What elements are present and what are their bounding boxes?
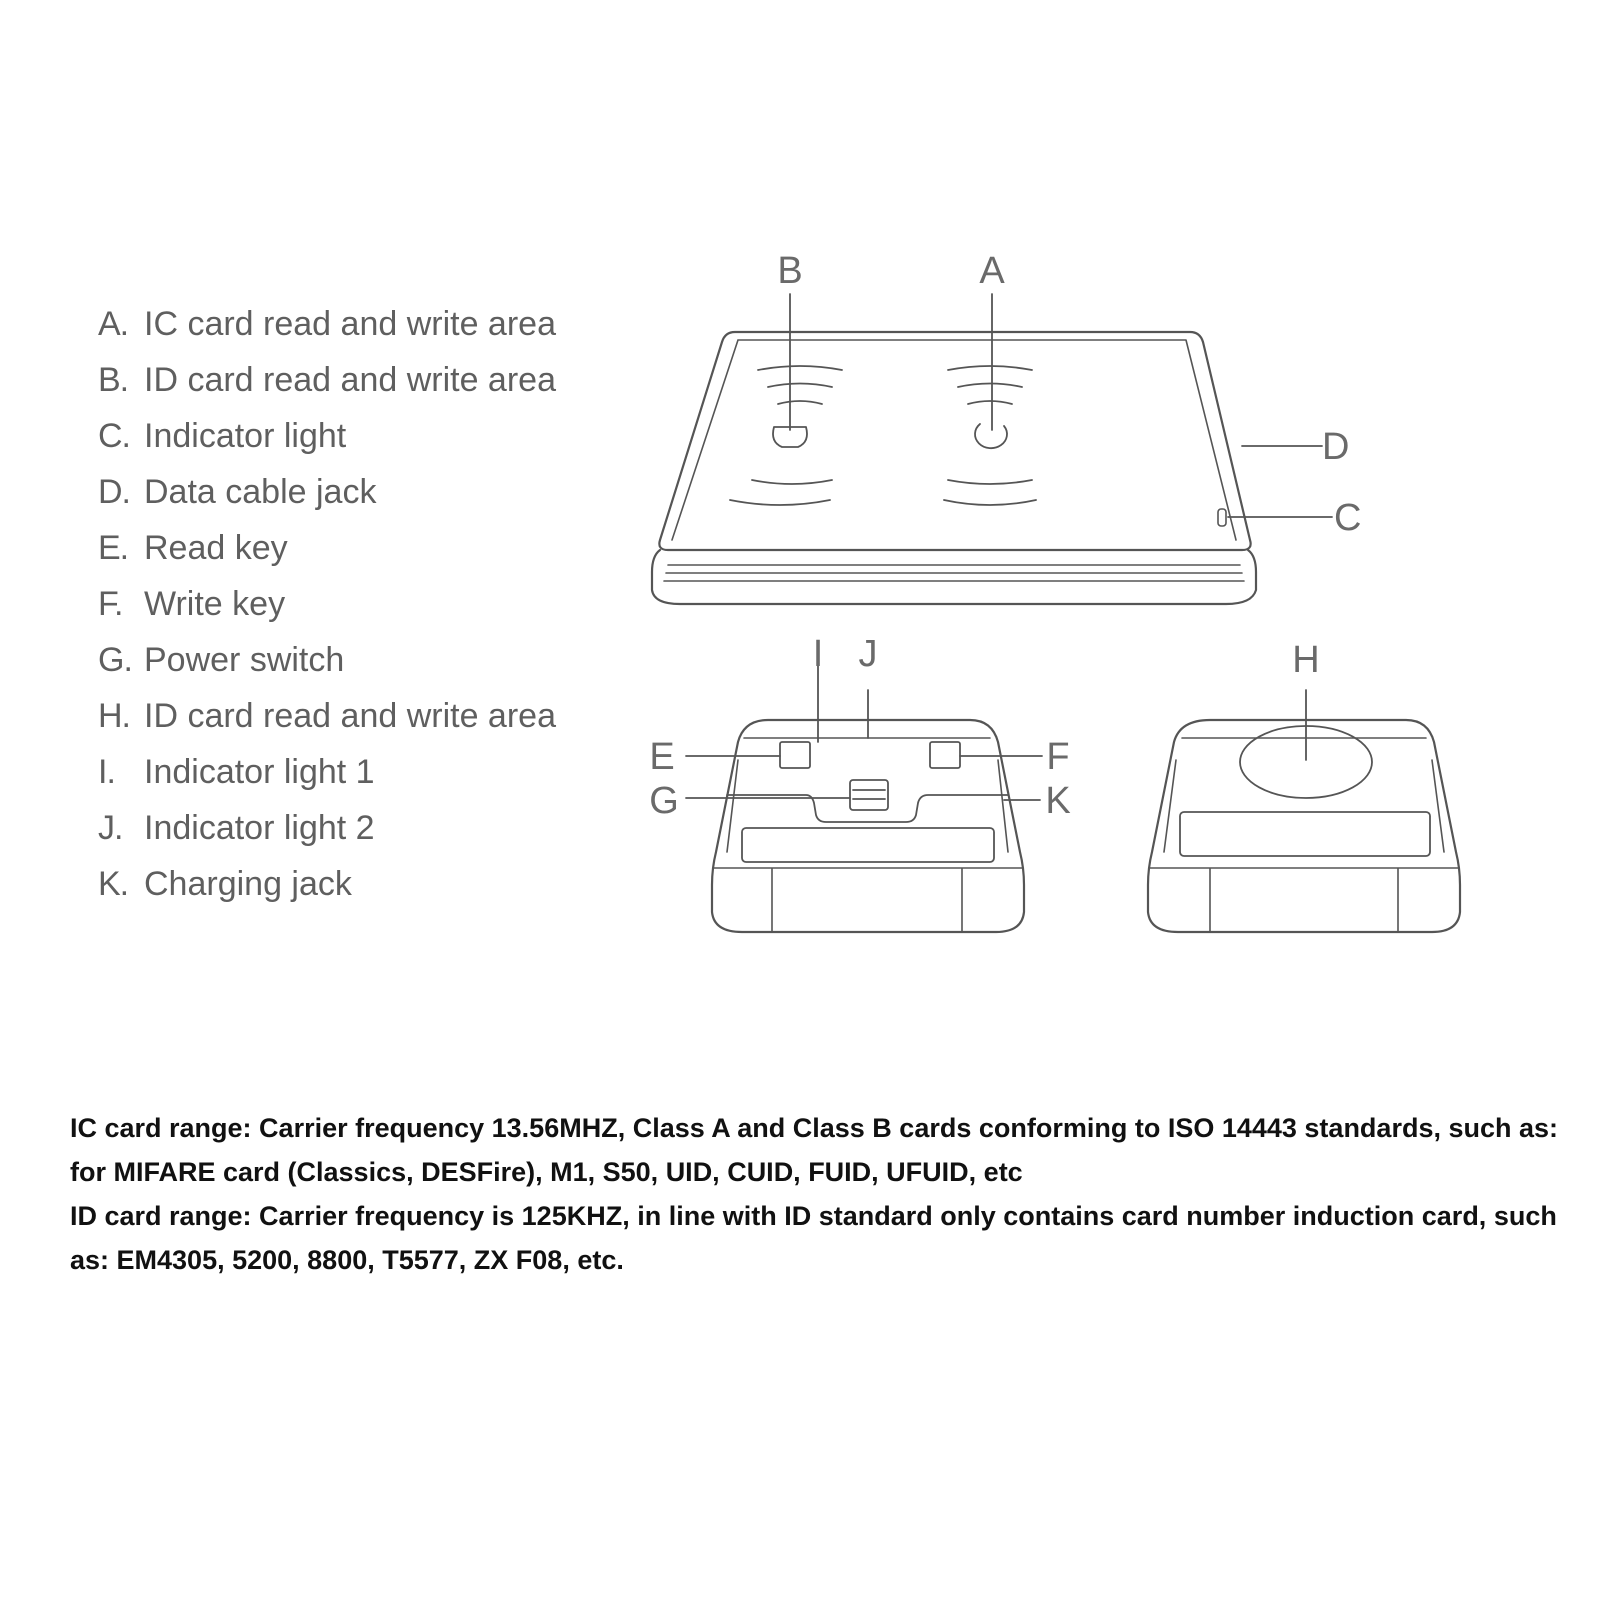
reader-inner-edge: [672, 340, 1236, 540]
card-reader-back-view: [1148, 690, 1460, 932]
legend-letter: A.: [98, 304, 129, 343]
legend-letter: I.: [98, 752, 115, 791]
legend-letter: H.: [98, 696, 130, 735]
legend-label: ID card read and write area: [144, 696, 556, 735]
callout-label-j: J: [858, 633, 878, 675]
card-reader-front-view: [686, 646, 1042, 932]
callout-label-d: D: [1322, 426, 1350, 468]
callout-label-g: G: [649, 780, 679, 822]
legend-letter: K.: [98, 864, 129, 903]
card-range-specs: [70, 1106, 1570, 1282]
reader-top-face: [659, 332, 1250, 550]
callout-label-a: A: [979, 250, 1005, 292]
id-card-range-text: ID card range: Carrier frequency is 125KHZ, in line with ID standard only contains card number induction card, such as: EM4305, 5200, 8800, T5577, ZX F08, etc.: [70, 1201, 1557, 1275]
ic-area-circle: [975, 424, 1007, 448]
callout-label-i: I: [812, 633, 824, 675]
front-view-label-plate: [742, 828, 994, 862]
callout-label-c: C: [1334, 497, 1362, 539]
legend-label: Power switch: [144, 640, 345, 679]
legend-label: Indicator light 2: [144, 808, 375, 847]
legend-label: Indicator light 1: [144, 752, 375, 791]
legend-label: Write key: [144, 584, 286, 623]
back-view-body: [1148, 720, 1460, 932]
legend-letter: J.: [98, 808, 123, 847]
back-view-label-plate: [1180, 812, 1430, 856]
back-view-top-rim: [1164, 738, 1444, 852]
power-switch-g: [850, 780, 888, 810]
front-view-base: [714, 868, 1022, 932]
legend-label: Indicator light: [144, 416, 347, 455]
indicator-light-c: [1218, 509, 1226, 526]
legend-letter: C.: [98, 416, 130, 455]
card-reader-main-view: [652, 294, 1332, 604]
back-view-base: [1150, 868, 1458, 932]
legend-label: Charging jack: [144, 864, 352, 903]
ic-antenna-icon: [944, 366, 1036, 505]
legend-label: Data cable jack: [144, 472, 377, 511]
callout-label-h: H: [1292, 639, 1320, 681]
callout-label-f: F: [1046, 736, 1070, 778]
legend-letter: E.: [98, 528, 129, 567]
legend-label: IC card read and write area: [144, 304, 556, 343]
read-key-e: [780, 742, 810, 768]
legend-letter: D.: [98, 472, 130, 511]
callout-label-e: E: [649, 736, 675, 778]
id-antenna-icon: [730, 366, 842, 505]
legend-label: ID card read and write area: [144, 360, 556, 399]
reader-front-body: [652, 550, 1256, 604]
write-key-f: [930, 742, 960, 768]
legend-letter: F.: [98, 584, 123, 623]
callout-label-k: K: [1045, 780, 1071, 822]
legend-letter: B.: [98, 360, 129, 399]
front-view-body: [712, 720, 1024, 932]
ic-card-range-text: IC card range: Carrier frequency 13.56MHZ, Class A and Class B cards conforming to ISO 14443 standards, such as: for MIFARE card (Classics, DESFire), M1, S50, UID, CUID, FUID, UFUID, etc: [70, 1113, 1559, 1187]
legend-label: Read key: [144, 528, 288, 567]
callout-label-b: B: [777, 250, 803, 292]
legend-letter: G.: [98, 640, 132, 679]
